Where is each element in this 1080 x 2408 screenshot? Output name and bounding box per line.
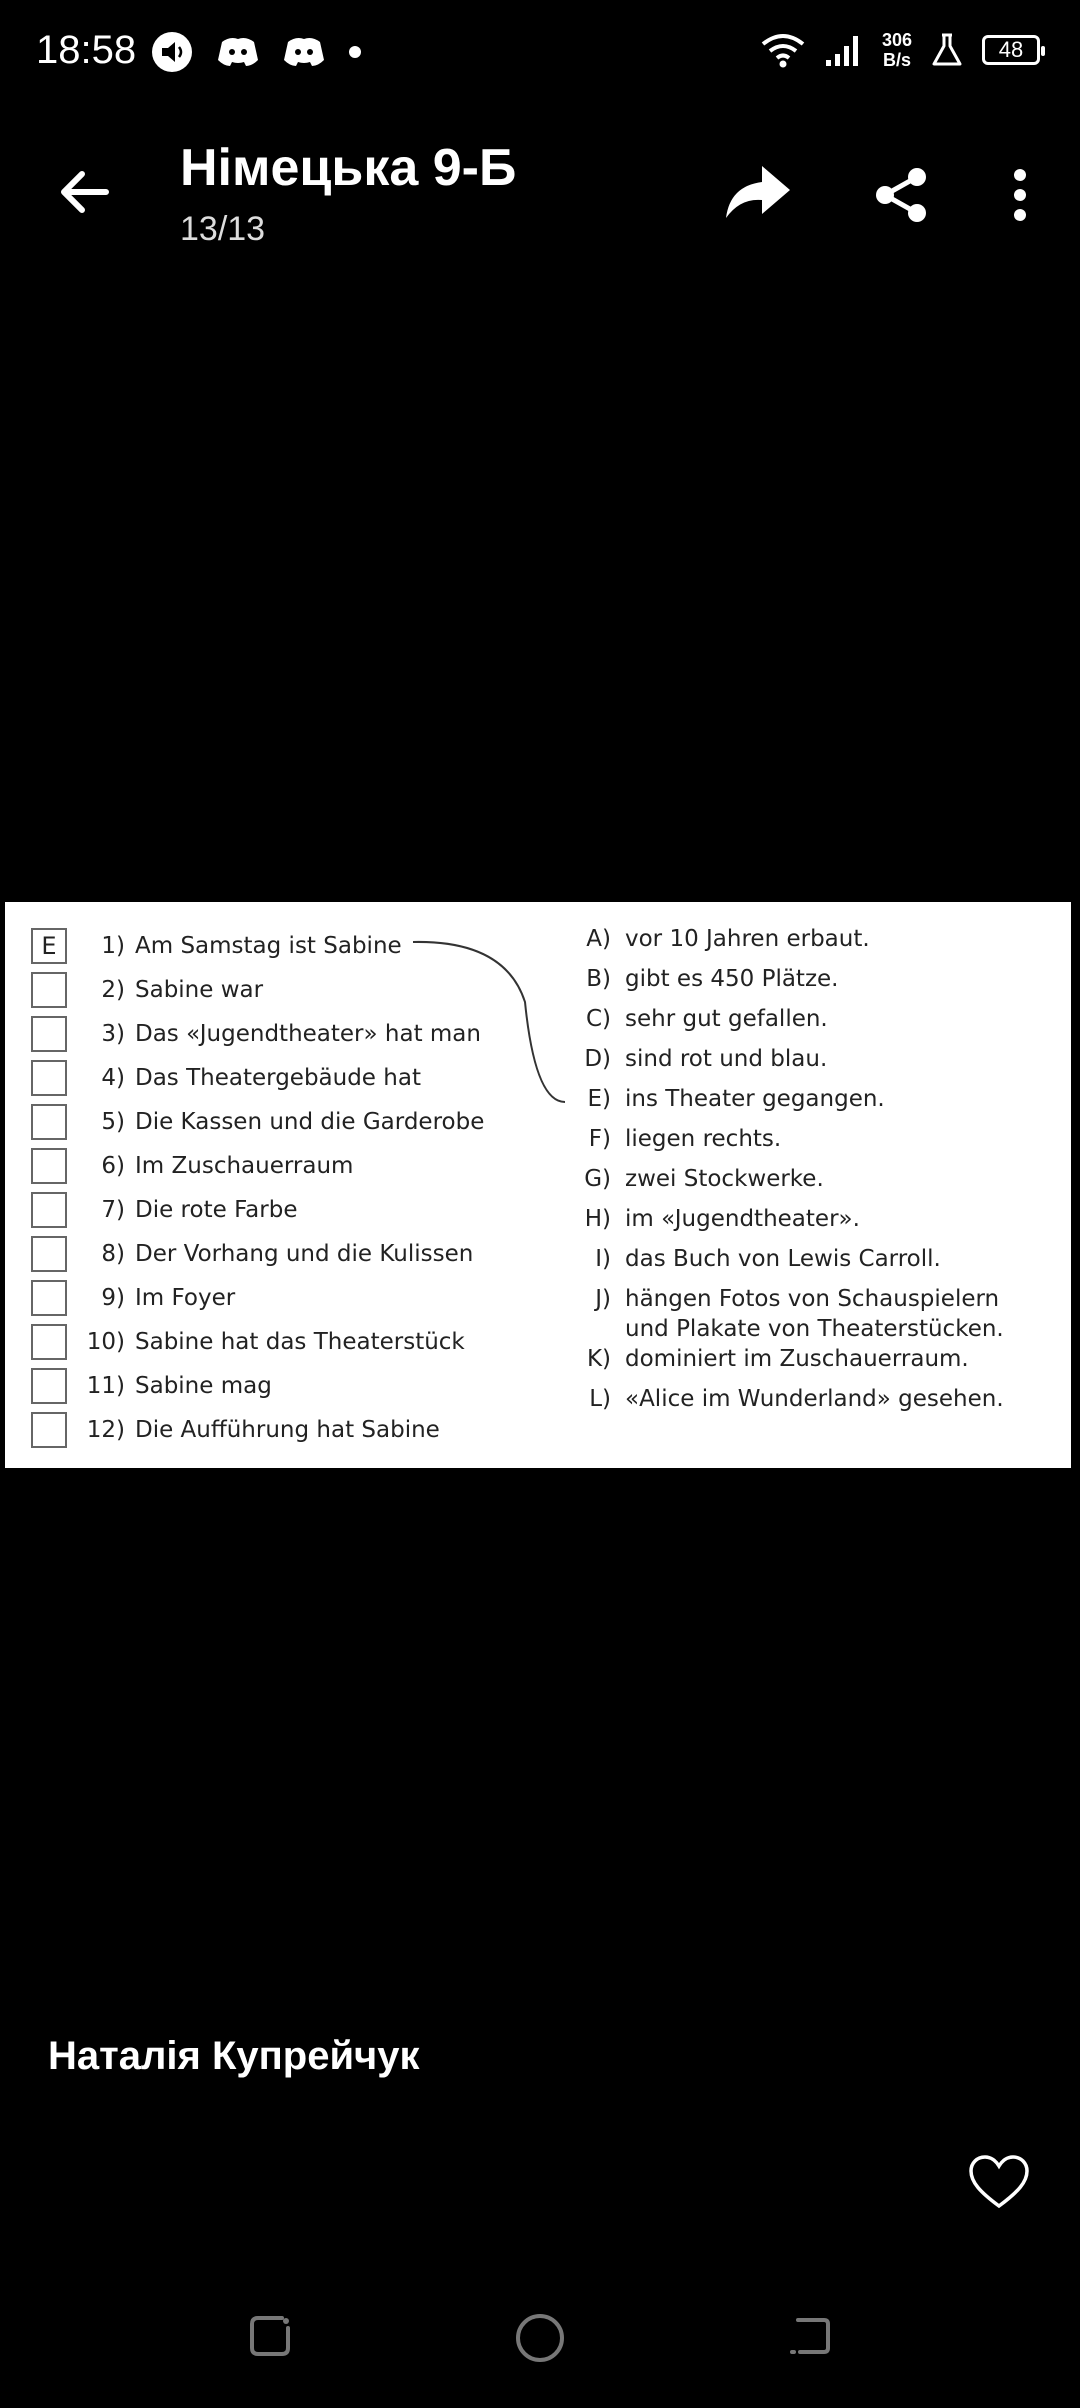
item-text: «Alice im Wunderland» gesehen. — [625, 1386, 1004, 1412]
wifi-icon — [760, 30, 806, 70]
item-number: 1) — [101, 933, 125, 959]
notification-icons — [150, 30, 362, 74]
item-number: 12) — [86, 1417, 125, 1443]
recents-icon[interactable] — [246, 2312, 294, 2365]
item-number: 4) — [101, 1065, 125, 1091]
item-letter: C) — [585, 1006, 611, 1032]
item-text: hängen Fotos von Schauspielern und Plakate von Theaterstücken. — [625, 1286, 1004, 1342]
list-item — [565, 964, 1045, 1004]
list-item — [565, 1004, 1045, 1044]
item-letter: D) — [584, 1046, 611, 1072]
item-text: Das «Jugendtheater» hat man — [135, 1021, 481, 1047]
discord-icon — [216, 32, 260, 72]
list-item — [565, 924, 1045, 964]
flask-icon — [930, 32, 964, 68]
item-text: gibt es 450 Plätze. — [625, 966, 839, 992]
item-letter: I) — [595, 1246, 611, 1272]
list-item — [565, 1164, 1045, 1204]
item-text: das Buch von Lewis Carroll. — [625, 1246, 941, 1272]
item-number: 10) — [86, 1329, 125, 1355]
list-item — [565, 1244, 1045, 1284]
item-text: Die Aufführung hat Sabine — [135, 1417, 440, 1443]
back-icon[interactable] — [786, 2312, 834, 2365]
item-text: Die rote Farbe — [135, 1197, 298, 1223]
list-item — [565, 1284, 1045, 1344]
item-text: dominiert im Zuschauerraum. — [625, 1346, 969, 1372]
discord-icon — [282, 32, 326, 72]
list-item — [565, 1204, 1045, 1244]
item-letter: E) — [587, 1086, 611, 1112]
list-item — [565, 1044, 1045, 1084]
item-text: Der Vorhang und die Kulissen — [135, 1241, 474, 1267]
item-letter: J) — [595, 1286, 611, 1312]
net-speed — [882, 30, 912, 70]
list-item — [565, 1384, 1045, 1424]
item-text: vor 10 Jahren erbaut. — [625, 926, 870, 952]
page-counter: 13/13 — [180, 210, 266, 248]
item-text: ins Theater gegangen. — [625, 1086, 885, 1112]
share-icon[interactable] — [866, 160, 936, 230]
item-number: 5) — [101, 1109, 125, 1135]
item-number: 6) — [101, 1153, 125, 1179]
net-speed-unit: B/s — [882, 50, 911, 70]
item-letter: F) — [588, 1126, 611, 1152]
item-letter: G) — [584, 1166, 611, 1192]
volume-icon — [150, 30, 194, 74]
item-text: Im Zuschauerraum — [135, 1153, 354, 1179]
dot-icon — [348, 45, 362, 59]
item-letter: K) — [586, 1346, 611, 1372]
item-letter: H) — [584, 1206, 611, 1232]
net-speed-value: 306 — [881, 30, 912, 50]
item-number: 7) — [101, 1197, 125, 1223]
item-text: liegen rechts. — [625, 1126, 782, 1152]
status-time: 18:58 — [36, 28, 137, 72]
item-letter: A) — [586, 926, 611, 952]
item-text: Am Samstag ist Sabine — [135, 933, 402, 959]
item-number: 2) — [101, 977, 125, 1003]
item-text: Sabine mag — [135, 1373, 272, 1399]
list-item — [565, 1344, 1045, 1384]
back-arrow-icon[interactable] — [52, 160, 116, 224]
item-text: sind rot und blau. — [625, 1046, 828, 1072]
item-letter: B) — [586, 966, 611, 992]
item-text: Das Theatergebäude hat — [135, 1065, 421, 1091]
list-item — [565, 1124, 1045, 1164]
page-title: Німецька 9-Б — [180, 139, 517, 197]
list-item — [565, 1084, 1045, 1124]
forward-icon[interactable] — [718, 156, 798, 228]
status-right — [760, 30, 1040, 70]
item-text: Die Kassen und die Garderobe — [135, 1109, 485, 1135]
item-number: 11) — [86, 1373, 125, 1399]
more-icon[interactable] — [1002, 160, 1038, 230]
heart-icon[interactable] — [968, 2154, 1030, 2215]
item-text: im «Jugendtheater». — [625, 1206, 860, 1232]
answer-box: E — [31, 928, 67, 964]
item-text: Im Foyer — [135, 1285, 236, 1311]
item-text: Sabine hat das Theaterstück — [135, 1329, 465, 1355]
battery-icon: 48 — [982, 35, 1040, 65]
answers-list — [565, 924, 1045, 1424]
item-number: 8) — [101, 1241, 125, 1267]
item-text: sehr gut gefallen. — [625, 1006, 828, 1032]
item-text: Sabine war — [135, 977, 264, 1003]
item-text: zwei Stockwerke. — [625, 1166, 824, 1192]
signal-icon — [824, 30, 864, 70]
worksheet-image[interactable] — [5, 902, 1071, 1468]
home-icon[interactable] — [514, 2312, 566, 2369]
item-number: 9) — [101, 1285, 125, 1311]
item-number: 3) — [101, 1021, 125, 1047]
author-name[interactable]: Наталія Купрейчук — [48, 2034, 420, 2078]
item-letter: L) — [589, 1386, 611, 1412]
